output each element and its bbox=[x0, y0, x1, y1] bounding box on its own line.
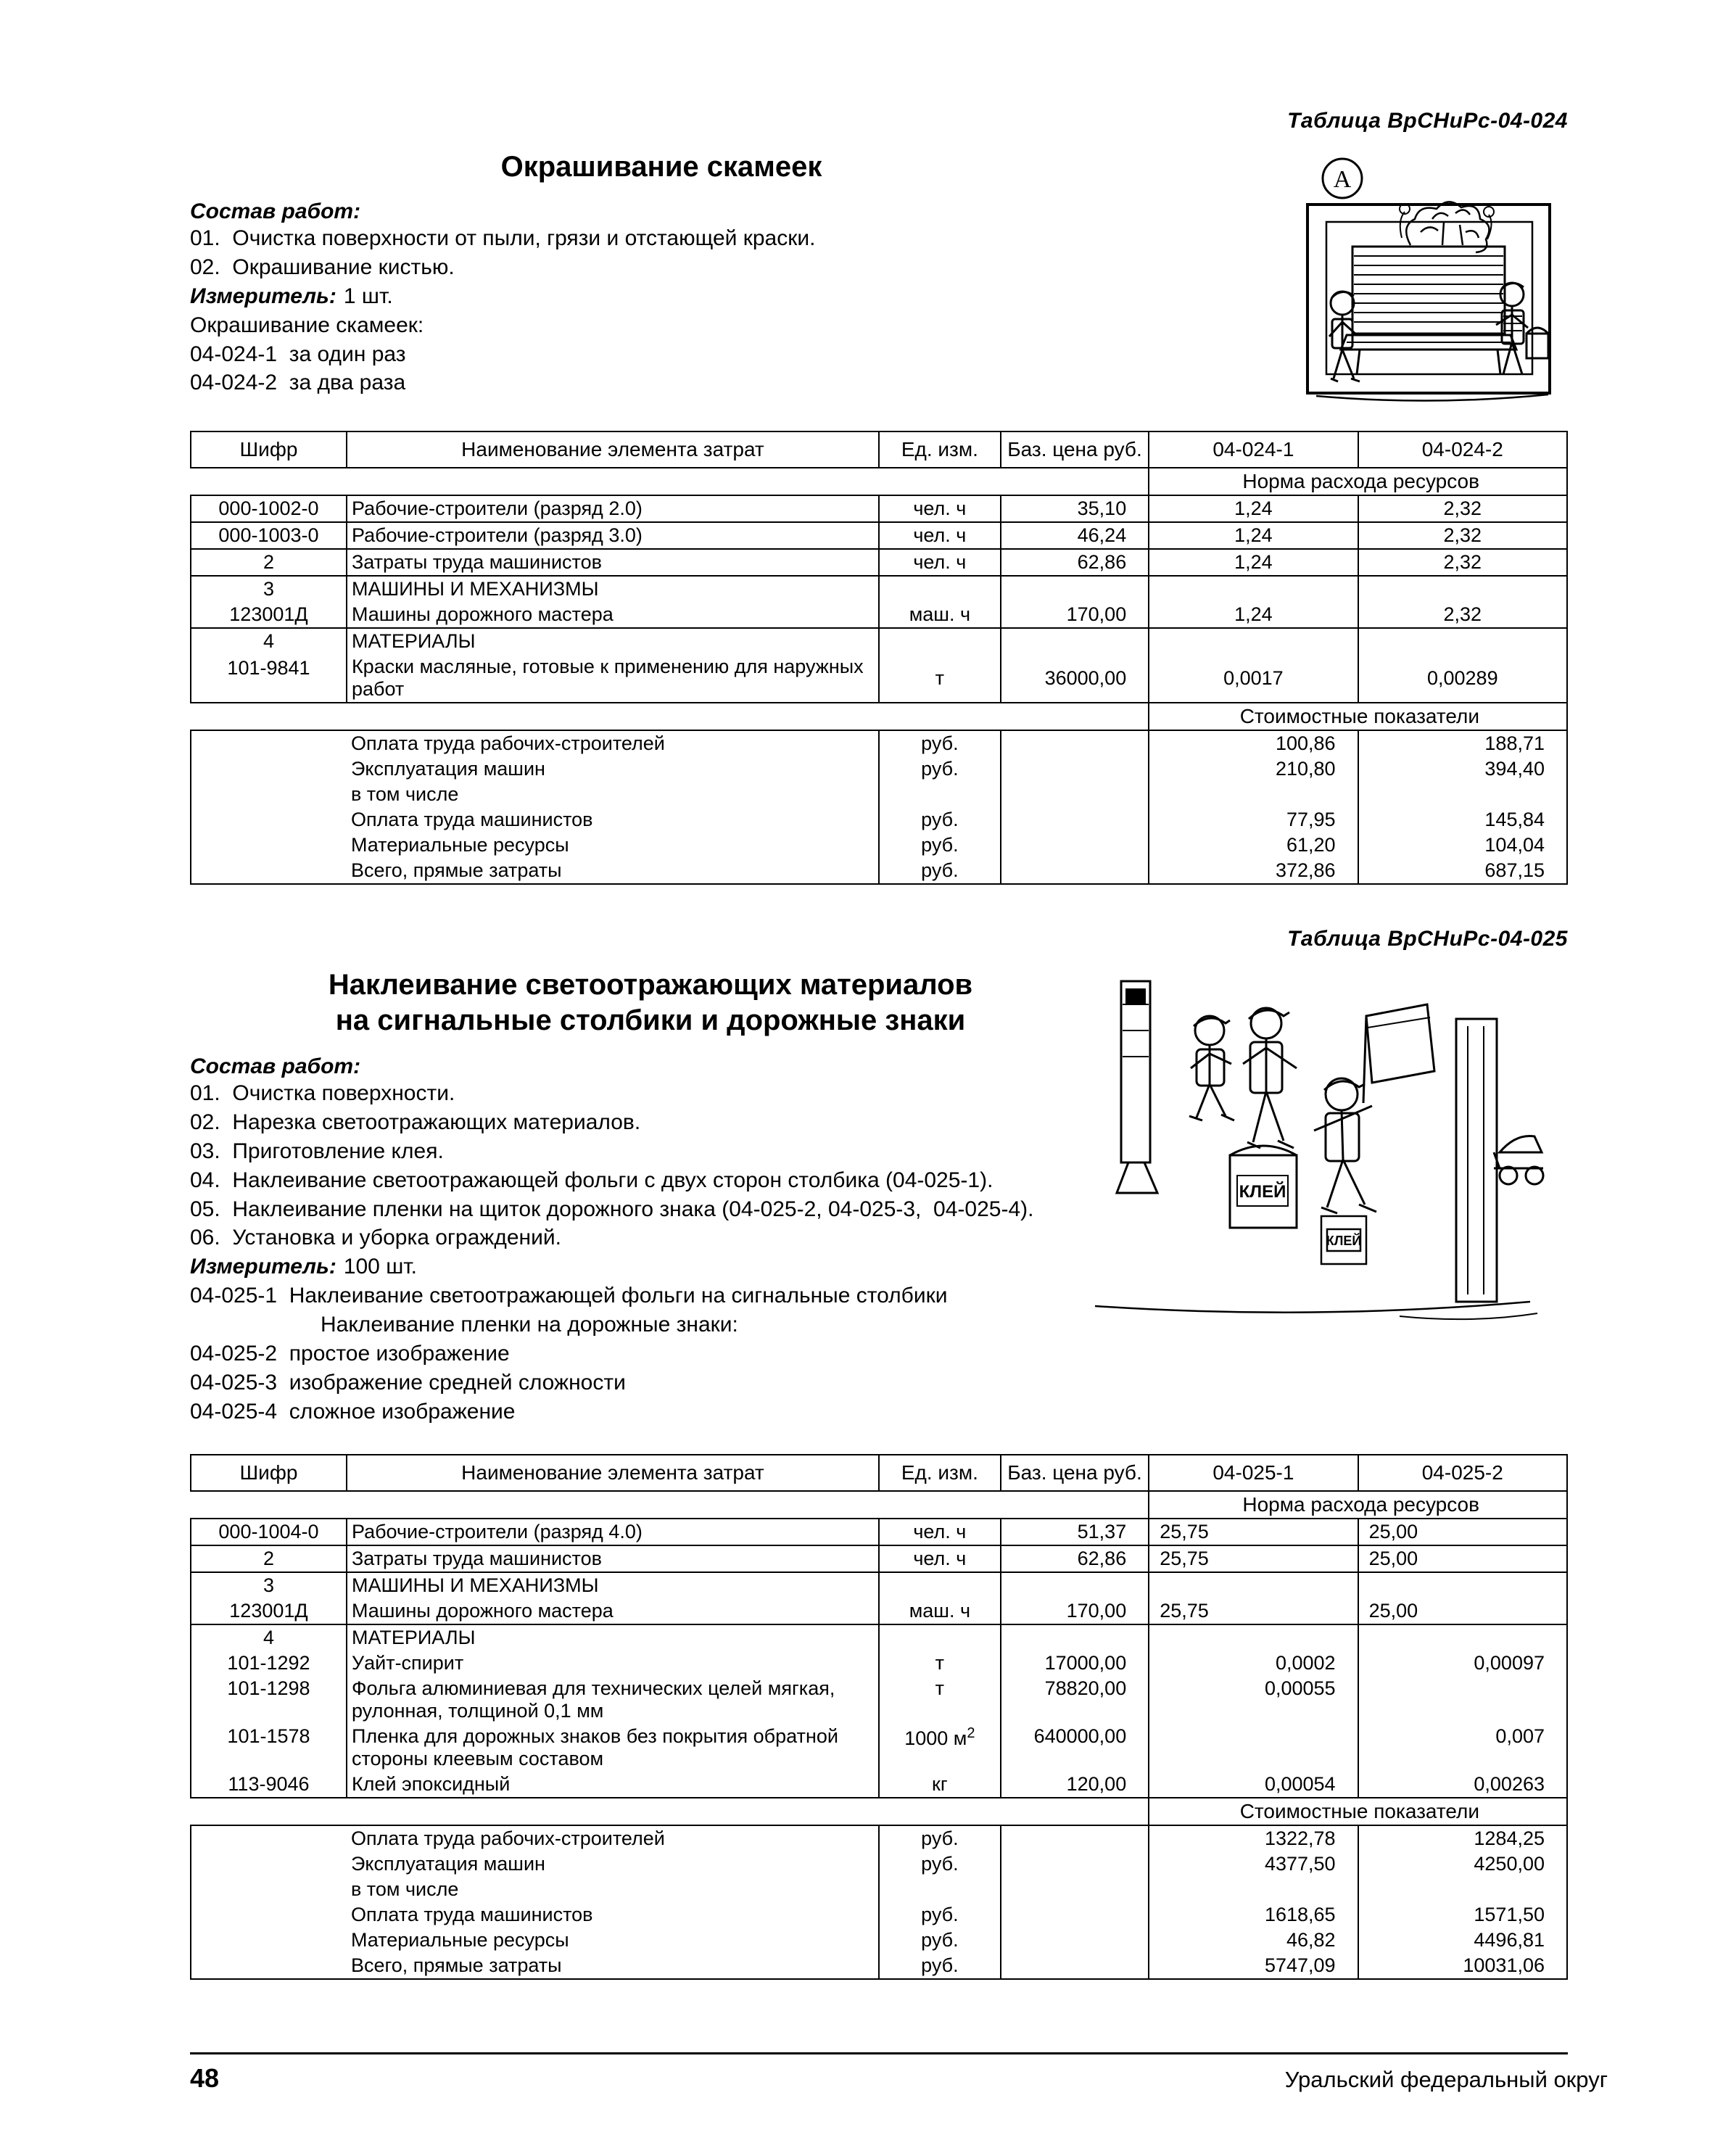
cell-v2: 0,00263 bbox=[1358, 1772, 1567, 1798]
variant-item: 04-024-1 за один раз bbox=[190, 342, 406, 366]
variant-item: 04-025-3 изображение средней сложности bbox=[190, 1370, 626, 1395]
cell-v2: 104,04 bbox=[1358, 833, 1567, 858]
cell-price: 17000,00 bbox=[1001, 1651, 1149, 1676]
cell-name: Рабочие-строители (разряд 4.0) bbox=[347, 1519, 879, 1545]
cell-name: Эксплуатация машин bbox=[347, 756, 879, 782]
cell-v2: 10031,06 bbox=[1358, 1953, 1567, 1979]
cell-name: Краски масляные, готовые к применению для наружных работ bbox=[347, 654, 879, 703]
cell-code: 123001Д bbox=[191, 602, 347, 628]
cell-price: 120,00 bbox=[1001, 1772, 1149, 1798]
cell-v1: 77,95 bbox=[1149, 807, 1358, 833]
table-row bbox=[191, 654, 1567, 703]
cell-v1: 1,24 bbox=[1149, 495, 1358, 522]
cell-unit: руб. bbox=[879, 1902, 1001, 1928]
table-caption-2: Таблица ВрСНиРс-04-025 bbox=[1287, 927, 1568, 951]
cell-unit: чел. ч bbox=[879, 549, 1001, 576]
cost-table-1 bbox=[190, 431, 1568, 885]
cell-unit bbox=[879, 1624, 1001, 1651]
cost-row-total bbox=[191, 858, 1567, 884]
page-footer bbox=[190, 2063, 1608, 2094]
cell-v1: 210,80 bbox=[1149, 756, 1358, 782]
svg-text:КЛЕЙ: КЛЕЙ bbox=[1239, 1182, 1286, 1202]
cell-v2: 1284,25 bbox=[1358, 1825, 1567, 1851]
cell-code: 000-1003-0 bbox=[191, 522, 347, 549]
table-row bbox=[191, 522, 1567, 549]
cell-v1: 1618,65 bbox=[1149, 1902, 1358, 1928]
table-caption-1: Таблица ВрСНиРс-04-024 bbox=[1287, 109, 1568, 133]
cell-v1: 0,0017 bbox=[1149, 654, 1358, 703]
cell-v2 bbox=[1358, 1572, 1567, 1598]
works-label-2: Состав работ: bbox=[190, 1054, 361, 1078]
works-item: 01. Очистка поверхности. bbox=[190, 1081, 455, 1105]
cell-price: 62,86 bbox=[1001, 1545, 1149, 1572]
cell-v2: 2,32 bbox=[1358, 549, 1567, 576]
cost-row bbox=[191, 1825, 1567, 1851]
table-row bbox=[191, 549, 1567, 576]
table-header-row bbox=[191, 1455, 1567, 1491]
cell-unit bbox=[879, 1572, 1001, 1598]
cell-v1: 25,75 bbox=[1149, 1545, 1358, 1572]
header-name: Наименование элемента затрат bbox=[347, 431, 879, 468]
cell-v2: 145,84 bbox=[1358, 807, 1567, 833]
table-row bbox=[191, 1724, 1567, 1772]
cell-v1 bbox=[1149, 628, 1358, 654]
footer-divider bbox=[190, 2052, 1568, 2054]
cell-name: Оплата труда рабочих-строителей bbox=[347, 1825, 879, 1851]
cell-name: МАШИНЫ И МЕХАНИЗМЫ bbox=[347, 1572, 879, 1598]
cell-unit: чел. ч bbox=[879, 495, 1001, 522]
cell-unit: руб. bbox=[879, 1953, 1001, 1979]
band-label-costs: Стоимостные показатели bbox=[1149, 703, 1567, 730]
cell-unit: кг bbox=[879, 1772, 1001, 1798]
cell-unit: руб. bbox=[879, 807, 1001, 833]
band-row-norms bbox=[191, 1491, 1567, 1519]
cell-name: в том числе bbox=[347, 1877, 879, 1902]
cell-v2: 1571,50 bbox=[1358, 1902, 1567, 1928]
cell-v1: 0,00055 bbox=[1149, 1676, 1358, 1724]
cost-row bbox=[191, 1928, 1567, 1953]
cell-name: Оплата труда машинистов bbox=[347, 1902, 879, 1928]
cell-v2: 0,00097 bbox=[1358, 1651, 1567, 1676]
works-item: 06. Установка и уборка ограждений. bbox=[190, 1226, 561, 1250]
meter-label-1: Измеритель: bbox=[190, 284, 336, 308]
cell-v1: 1,24 bbox=[1149, 602, 1358, 628]
cell-code: 2 bbox=[191, 1545, 347, 1572]
cell-code: 3 bbox=[191, 576, 347, 602]
header-code: Шифр bbox=[191, 1455, 347, 1491]
table-row bbox=[191, 1598, 1567, 1624]
cell-code: 101-1298 bbox=[191, 1676, 347, 1724]
cell-unit: чел. ч bbox=[879, 522, 1001, 549]
cell-v1: 1,24 bbox=[1149, 522, 1358, 549]
cell-name: Эксплуатация машин bbox=[347, 1851, 879, 1877]
cell-unit: руб. bbox=[879, 858, 1001, 884]
cell-unit: руб. bbox=[879, 833, 1001, 858]
cell-price: 35,10 bbox=[1001, 495, 1149, 522]
meter-value-1: 1 шт. bbox=[343, 284, 393, 308]
table-row-group-materials bbox=[191, 628, 1567, 654]
cell-v1: 372,86 bbox=[1149, 858, 1358, 884]
section-title-2-line2: на сигнальные столбики и дорожные знаки bbox=[335, 1004, 966, 1037]
cell-name: Клей эпоксидный bbox=[347, 1772, 879, 1798]
cell-name: Рабочие-строители (разряд 3.0) bbox=[347, 522, 879, 549]
header-code: Шифр bbox=[191, 431, 347, 468]
cell-name: Машины дорожного мастера bbox=[347, 1598, 879, 1624]
variant-sublabel: Наклеивание пленки на дорожные знаки: bbox=[321, 1313, 738, 1337]
table-header-row bbox=[191, 431, 1567, 468]
header-unit: Ед. изм. bbox=[879, 1455, 1001, 1491]
cost-row bbox=[191, 1902, 1567, 1928]
cell-v1: 25,75 bbox=[1149, 1598, 1358, 1624]
svg-text:A: A bbox=[1333, 166, 1352, 193]
variant-item: 04-025-1 Наклеивание светоотражающей фольги на сигнальные столбики bbox=[190, 1284, 948, 1308]
cell-v2: 25,00 bbox=[1358, 1545, 1567, 1572]
cell-v2: 25,00 bbox=[1358, 1598, 1567, 1624]
cell-v2 bbox=[1358, 1676, 1567, 1724]
svg-text:КЛЕЙ: КЛЕЙ bbox=[1326, 1234, 1362, 1248]
table-row bbox=[191, 602, 1567, 628]
header-base-price: Баз. цена руб. bbox=[1001, 431, 1149, 468]
variant-item: 04-024-2 за два раза bbox=[190, 371, 406, 395]
cell-v2: 394,40 bbox=[1358, 756, 1567, 782]
band-row-costs bbox=[191, 703, 1567, 730]
cell-v2 bbox=[1358, 628, 1567, 654]
cost-row-total bbox=[191, 1953, 1567, 1979]
cell-price: 170,00 bbox=[1001, 1598, 1149, 1624]
table-row bbox=[191, 1545, 1567, 1572]
variant-item: 04-025-4 сложное изображение bbox=[190, 1399, 516, 1424]
cell-code: 000-1004-0 bbox=[191, 1519, 347, 1545]
works-item: 05. Наклеивание пленки на щиток дорожного знака (04-025-2, 04-025-3, 04-025-4). bbox=[190, 1197, 1034, 1221]
header-variant-1: 04-025-1 bbox=[1149, 1455, 1358, 1491]
band-label-norms: Норма расхода ресурсов bbox=[1149, 468, 1567, 495]
cell-unit: т bbox=[879, 1651, 1001, 1676]
cell-price bbox=[1001, 576, 1149, 602]
section-title-2-line1: Наклеивание светоотражающих материалов bbox=[328, 969, 973, 1001]
cell-name: Уайт-спирит bbox=[347, 1651, 879, 1676]
cell-unit: т bbox=[879, 654, 1001, 703]
cell-code: 101-9841 bbox=[191, 654, 347, 703]
cell-v1: 5747,09 bbox=[1149, 1953, 1358, 1979]
cell-unit: чел. ч bbox=[879, 1519, 1001, 1545]
cell-name: МАШИНЫ И МЕХАНИЗМЫ bbox=[347, 576, 879, 602]
cell-unit: руб. bbox=[879, 1928, 1001, 1953]
cell-name: Пленка для дорожных знаков без покрытия обратной стороны клеевым составом bbox=[347, 1724, 879, 1772]
cell-price: 46,24 bbox=[1001, 522, 1149, 549]
cell-name: Оплата труда машинистов bbox=[347, 807, 879, 833]
cost-row bbox=[191, 756, 1567, 782]
cell-unit: т bbox=[879, 1676, 1001, 1724]
cell-unit: чел. ч bbox=[879, 1545, 1001, 1572]
works-item: 03. Приготовление клея. bbox=[190, 1139, 444, 1163]
table-row-group-machines bbox=[191, 1572, 1567, 1598]
cell-name: МАТЕРИАЛЫ bbox=[347, 1624, 879, 1651]
cost-row bbox=[191, 833, 1567, 858]
cell-name: в том числе bbox=[347, 782, 879, 807]
cell-name: Материальные ресурсы bbox=[347, 1928, 879, 1953]
cell-code: 101-1578 bbox=[191, 1724, 347, 1772]
cell-name: Всего, прямые затраты bbox=[347, 858, 879, 884]
cell-price: 51,37 bbox=[1001, 1519, 1149, 1545]
cell-unit: маш. ч bbox=[879, 602, 1001, 628]
cell-v1: 46,82 bbox=[1149, 1928, 1358, 1953]
cell-price bbox=[1001, 628, 1149, 654]
cell-name: Затраты труда машинистов bbox=[347, 549, 879, 576]
cell-unit: руб. bbox=[879, 1825, 1001, 1851]
cell-unit bbox=[879, 628, 1001, 654]
cell-v2: 0,007 bbox=[1358, 1724, 1567, 1772]
road-sign-reflective-illustration bbox=[1088, 975, 1545, 1331]
table-row-group-materials bbox=[191, 1624, 1567, 1651]
cell-v2: 188,71 bbox=[1358, 730, 1567, 756]
lead-line-1: Окрашивание скамеек: bbox=[190, 313, 424, 337]
cell-name: Рабочие-строители (разряд 2.0) bbox=[347, 495, 879, 522]
cell-v1: 4377,50 bbox=[1149, 1851, 1358, 1877]
footer-organization: Уральский федеральный округ bbox=[1284, 2067, 1608, 2092]
cost-row bbox=[191, 1851, 1567, 1877]
band-label-norms: Норма расхода ресурсов bbox=[1149, 1491, 1567, 1519]
cell-unit: руб. bbox=[879, 756, 1001, 782]
cell-unit bbox=[879, 576, 1001, 602]
cell-name: МАТЕРИАЛЫ bbox=[347, 628, 879, 654]
cost-row bbox=[191, 1877, 1567, 1902]
works-label-1: Состав работ: bbox=[190, 199, 361, 223]
cost-row bbox=[191, 807, 1567, 833]
cost-row bbox=[191, 782, 1567, 807]
cell-code: 3 bbox=[191, 1572, 347, 1598]
cell-name: Фольга алюминиевая для технических целей мягкая, рулонная, толщиной 0,1 мм bbox=[347, 1676, 879, 1724]
cell-price: 640000,00 bbox=[1001, 1724, 1149, 1772]
cell-v2: 4496,81 bbox=[1358, 1928, 1567, 1953]
cell-unit: руб. bbox=[879, 730, 1001, 756]
cell-name: Всего, прямые затраты bbox=[347, 1953, 879, 1979]
cell-v1: 0,00054 bbox=[1149, 1772, 1358, 1798]
cell-unit: 1000 $м^2$ bbox=[879, 1724, 1001, 1772]
cell-code: 113-9046 bbox=[191, 1772, 347, 1798]
table-row bbox=[191, 1772, 1567, 1798]
works-item: 02. Нарезка светоотражающих материалов. bbox=[190, 1110, 641, 1134]
cell-v1 bbox=[1149, 576, 1358, 602]
cell-price: 36000,00 bbox=[1001, 654, 1149, 703]
header-base-price: Баз. цена руб. bbox=[1001, 1455, 1149, 1491]
cell-v1: 25,75 bbox=[1149, 1519, 1358, 1545]
table-row bbox=[191, 495, 1567, 522]
cell-code: 2 bbox=[191, 549, 347, 576]
cell-v1: 61,20 bbox=[1149, 833, 1358, 858]
cell-v1: 100,86 bbox=[1149, 730, 1358, 756]
cell-code: 123001Д bbox=[191, 1598, 347, 1624]
cell-price bbox=[1001, 1624, 1149, 1651]
cell-v2: 2,32 bbox=[1358, 522, 1567, 549]
cell-code: 4 bbox=[191, 1624, 347, 1651]
page-number: 48 bbox=[190, 2063, 220, 2093]
table-row bbox=[191, 1519, 1567, 1545]
cell-price bbox=[1001, 1572, 1149, 1598]
cell-v2: 25,00 bbox=[1358, 1519, 1567, 1545]
meter-value-2: 100 шт. bbox=[343, 1255, 418, 1279]
works-item: 02. Окрашивание кистью. bbox=[190, 255, 455, 279]
header-unit: Ед. изм. bbox=[879, 431, 1001, 468]
cell-name: Материальные ресурсы bbox=[347, 833, 879, 858]
cell-name: Затраты труда машинистов bbox=[347, 1545, 879, 1572]
cell-name: Оплата труда рабочих-строителей bbox=[347, 730, 879, 756]
header-variant-1: 04-024-1 bbox=[1149, 431, 1358, 468]
cell-unit: руб. bbox=[879, 1851, 1001, 1877]
cell-v1: 1,24 bbox=[1149, 549, 1358, 576]
cell-v2: 2,32 bbox=[1358, 495, 1567, 522]
header-name: Наименование элемента затрат bbox=[347, 1455, 879, 1491]
header-variant-2: 04-024-2 bbox=[1358, 431, 1567, 468]
cell-v2 bbox=[1358, 1624, 1567, 1651]
cell-code: 000-1002-0 bbox=[191, 495, 347, 522]
cell-v2: 0,00289 bbox=[1358, 654, 1567, 703]
table-row-group-machines bbox=[191, 576, 1567, 602]
table-row bbox=[191, 1651, 1567, 1676]
variant-item: 04-025-2 простое изображение bbox=[190, 1341, 510, 1366]
works-item: 04. Наклеивание светоотражающей фольги с двух сторон столбика (04-025-1). bbox=[190, 1168, 993, 1192]
cell-name: Машины дорожного мастера bbox=[347, 602, 879, 628]
cell-v2: 4250,00 bbox=[1358, 1851, 1567, 1877]
cell-v2: 2,32 bbox=[1358, 602, 1567, 628]
cost-row bbox=[191, 730, 1567, 756]
cost-table-2 bbox=[190, 1454, 1568, 1980]
cell-price: 170,00 bbox=[1001, 602, 1149, 628]
cell-v1: 1322,78 bbox=[1149, 1825, 1358, 1851]
bench-painting-illustration bbox=[1265, 152, 1570, 435]
table-row bbox=[191, 1676, 1567, 1724]
works-item: 01. Очистка поверхности от пыли, грязи и отстающей краски. bbox=[190, 226, 816, 250]
cell-code: 101-1292 bbox=[191, 1651, 347, 1676]
cell-v1 bbox=[1149, 1572, 1358, 1598]
cell-v1 bbox=[1149, 1724, 1358, 1772]
section-title-1: Окрашивание скамеек bbox=[500, 151, 822, 183]
cell-v1 bbox=[1149, 1624, 1358, 1651]
cell-price: 62,86 bbox=[1001, 549, 1149, 576]
cell-v1: 0,0002 bbox=[1149, 1651, 1358, 1676]
cell-price: 78820,00 bbox=[1001, 1676, 1149, 1724]
cell-v2 bbox=[1358, 576, 1567, 602]
header-variant-2: 04-025-2 bbox=[1358, 1455, 1567, 1491]
band-row-norms bbox=[191, 468, 1567, 495]
cell-v2: 687,15 bbox=[1358, 858, 1567, 884]
band-row-costs bbox=[191, 1798, 1567, 1825]
meter-label-2: Измеритель: bbox=[190, 1255, 336, 1279]
band-label-costs: Стоимостные показатели bbox=[1149, 1798, 1567, 1825]
cell-code: 4 bbox=[191, 628, 347, 654]
cell-unit: маш. ч bbox=[879, 1598, 1001, 1624]
